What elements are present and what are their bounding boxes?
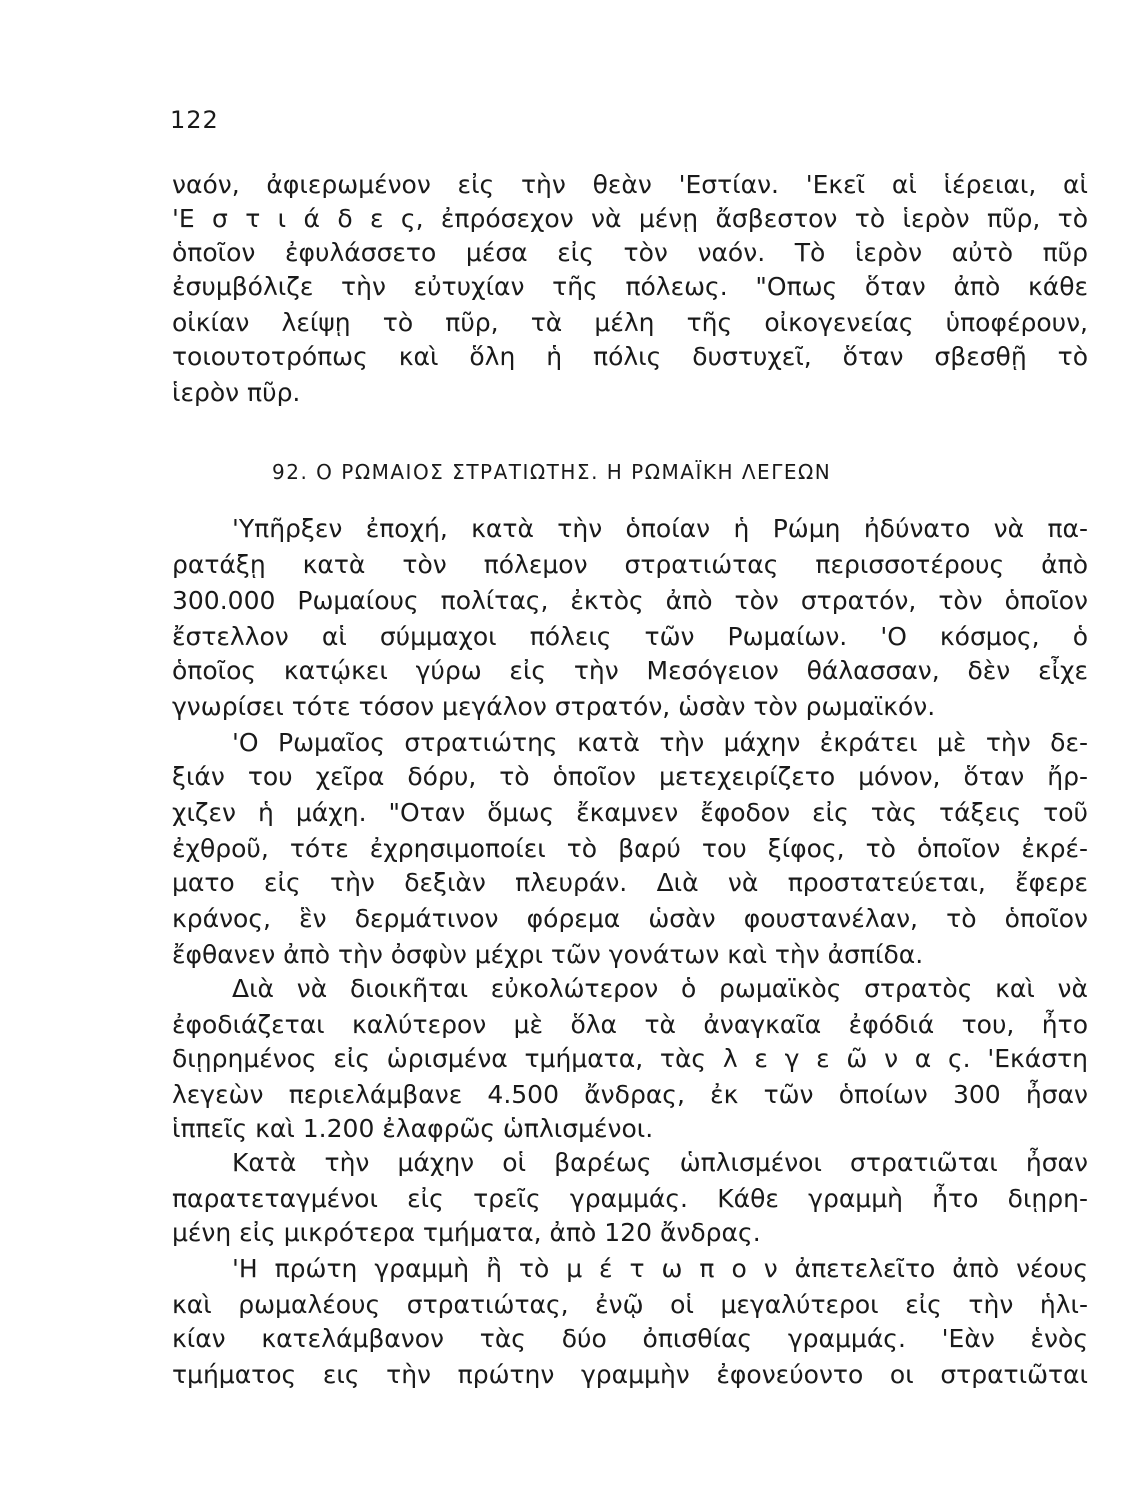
text-line: τοιουτοτρόπως καὶ ὅλη ἡ πόλις δυστυχεῖ, ὅταν σβεσθῇ τὸ xyxy=(172,342,1088,371)
text-line: καὶ ρωμαλέους στρατιώτας, ἐνῷ οἱ μεγαλύτεροι εἰς τὴν ἡλι- xyxy=(172,1290,1088,1319)
text-line: ἐχθροῦ, τότε ἐχρησιμοποίει τὸ βαρύ του ξίφος, τὸ ὁποῖον ἐκρέ- xyxy=(172,834,1088,863)
text-line: 'Η πρώτη γραμμὴ ἢ τὸ μ έ τ ω π ο ν ἀπετελεῖτο ἀπὸ νέους xyxy=(232,1254,1088,1283)
text-line: λεγεὼν περιελάμβανε 4.500 ἄνδρας, ἐκ τῶν ὁποίων 300 ἦσαν xyxy=(172,1080,1088,1109)
text-line: γνωρίσει τότε τόσον μεγάλον στρατόν, ὡσὰν τὸν ρωμαϊκόν. xyxy=(172,692,936,721)
text-line: οἰκίαν λείψῃ τὸ πῦρ, τὰ μέλη τῆς οἰκογενείας ὑποφέρουν, xyxy=(172,308,1088,337)
text-line: κίαν κατελάμβανον τὰς δύο ὀπισθίας γραμμάς. 'Εὰν ἑνὸς xyxy=(172,1324,1088,1353)
text-line: ναόν, ἀφιερωμένον εἰς τὴν θεὰν 'Εστίαν. 'Εκεῖ αἱ ἱέρειαι, αἱ xyxy=(172,170,1088,199)
text-line: ὁποῖον ἐφυλάσσετο μέσα εἰς τὸν ναόν. Τὸ ἱερὸν αὐτὸ πῦρ xyxy=(172,238,1088,267)
text-line: 'Ο Ρωμαῖος στρατιώτης κατὰ τὴν μάχην ἐκράτει μὲ τὴν δε- xyxy=(232,728,1088,757)
text-line: ξιάν του χεῖρα δόρυ, τὸ ὁποῖον μετεχειρίζετο μόνον, ὅταν ἤρ- xyxy=(172,762,1088,791)
text-line: 'Υπῆρξεν ἐποχή, κατὰ τὴν ὁποίαν ἡ Ρώμη ἠδύνατο νὰ πα- xyxy=(232,514,1088,543)
text-line: ἱερὸν πῦρ. xyxy=(172,378,301,407)
text-line: ἐφοδιάζεται καλύτερον μὲ ὅλα τὰ ἀναγκαῖα ἐφόδιά του, ἦτο xyxy=(172,1010,1088,1039)
text-line: 'Ε σ τ ι ά δ ε ς, ἐπρόσεχον νὰ μένῃ ἄσβεστον τὸ ἱερὸν πῦρ, τὸ xyxy=(172,204,1088,233)
text-line: διῃρημένος εἰς ὡρισμένα τμήματα, τὰς λ ε γ ε ῶ ν α ς. 'Εκάστη xyxy=(172,1044,1088,1073)
text-line: παρατεταγμένοι εἰς τρεῖς γραμμάς. Κάθε γραμμὴ ἦτο διῃρη- xyxy=(172,1184,1088,1213)
text-line: Διὰ νὰ διοικῆται εὐκολώτερον ὁ ρωμαϊκὸς στρατὸς καὶ νὰ xyxy=(232,974,1088,1003)
text-line: τμήματος εις τὴν πρώτην γραμμὴν ἐφονεύοντο οι στρατιῶται xyxy=(172,1360,1088,1389)
text-line: ματο εἰς τὴν δεξιὰν πλευράν. Διὰ νὰ προστατεύεται, ἔφερε xyxy=(172,868,1088,897)
text-line: ἱππεῖς καὶ 1.200 ἐλαφρῶς ὡπλισμένοι. xyxy=(172,1114,654,1143)
text-line: μένη εἰς μικρότερα τμήματα, ἀπὸ 120 ἄνδρας. xyxy=(172,1218,761,1247)
text-line: χιζεν ἡ μάχη. "Οταν ὅμως ἔκαμνεν ἔφοδον εἰς τὰς τάξεις τοῦ xyxy=(172,798,1088,827)
text-line: ρατάξῃ κατὰ τὸν πόλεμον στρατιώτας περισσοτέρους ἀπὸ xyxy=(172,550,1088,579)
page-number: 122 xyxy=(170,106,219,134)
text-line: ἔφθανεν ἀπὸ τὴν ὀσφὺν μέχρι τῶν γονάτων καὶ τὴν ἀσπίδα. xyxy=(172,940,924,969)
text-line: Κατὰ τὴν μάχην οἱ βαρέως ὡπλισμένοι στρατιῶται ἦσαν xyxy=(232,1148,1088,1177)
text-line: ἐσυμβόλιζε τὴν εὐτυχίαν τῆς πόλεως. "Οπως ὅταν ἀπὸ κάθε xyxy=(172,272,1088,301)
text-line: κράνος, ἓν δερμάτινον φόρεμα ὡσὰν φουστανέλαν, τὸ ὁποῖον xyxy=(172,904,1088,933)
section-heading: 92. Ο ΡΩΜΑΙΟΣ ΣΤΡΑΤΙΩΤΗΣ. Η ΡΩΜΑΪΚΗ ΛΕΓΕΩΝ xyxy=(272,460,832,484)
text-line: 300.000 Ρωμαίους πολίτας, ἐκτὸς ἀπὸ τὸν στρατόν, τὸν ὁποῖον xyxy=(172,586,1088,615)
text-line: ἔστελλον αἱ σύμμαχοι πόλεις τῶν Ρωμαίων. 'Ο κόσμος, ὁ xyxy=(172,622,1088,651)
text-line: ὁποῖος κατῴκει γύρω εἰς τὴν Μεσόγειον θάλασσαν, δὲν εἶχε xyxy=(172,656,1088,685)
